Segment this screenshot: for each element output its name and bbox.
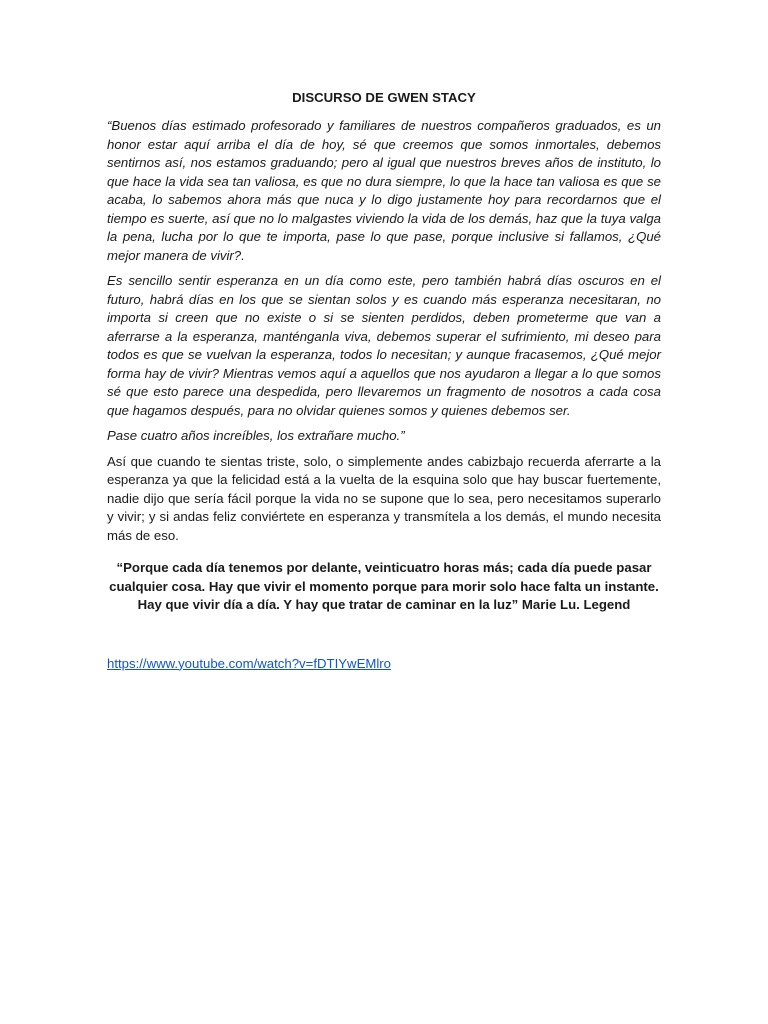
speech-paragraph-1: “Buenos días estimado profesorado y familiares de nuestros compañeros graduados, es un honor estar aquí arriba el día de hoy, sé que creemos que somos inmortales, debemos sentirnos así, nos estamos graduando; pero al igual que nuestros breves años de instituto, lo que hace la vida sea tan valiosa, es que no dura siempre, lo que la hace tan valiosa es que se acaba, lo sabemos ahora más que nuca y lo digo justamente hoy para recordarnos que el tiempo es suerte, así que no lo malgastes viviendo la vida de los demás, haz que la tuya valga la pena, lucha por lo que te importa, pase lo que pase, porque inclusive si fallamos, ¿Qué mejor manera de vivir?. [107,118,661,263]
document-page [107,89,661,673]
reflection-paragraph: Así que cuando te sientas triste, solo, o simplemente andes cabizbajo recuerda aferrarte a la esperanza ya que la felicidad está a la vuelta de la esquina solo que hay buscar fuertemente, nadie dijo que sería fácil porque la vida no se supone que lo sea, pero necesitamos superarlo y vivir; y si andas feliz conviértete en esperanza y transmítela a los demás, el mundo necesita más de eso. [107,453,661,543]
speech-paragraph-2: Es sencillo sentir esperanza en un día como este, pero también habrá días oscuros en el futuro, habrá días en los que se sientan solos y es cuando más esperanza necesitaran, no importa si creen que no existe o si se sienten perdidos, deben prometerme que van a aferrarse a la esperanza, manténganla viva, debemos superar el sufrimiento, mi deseo para todos es que se vuelvan la esperanza, todos lo necesitan; y aunque fracasemos, ¿Qué mejor forma hay de vivir? Mientras vemos aquí a aquellos que nos ayudaron a llegar a lo que somos sé que esto parece una despedida, pero llevaremos un fragmento de nosotros a cada cosa que hagamos después, para no olvidar quienes somos y quienes debemos ser. [107,273,661,418]
speech-paragraph-3: Pase cuatro años increíbles, los extrañare mucho.” [107,428,405,443]
document-title: DISCURSO DE GWEN STACY [292,90,476,105]
closing-quote: “Porque cada día tenemos por delante, veinticuatro horas más; cada día puede pasar cualquier cosa. Hay que vivir el momento porque para morir solo hace falta un instante. Hay que vivir día a día. Y hay que tratar de caminar en la luz” Marie Lu. Legend [109,560,659,612]
youtube-link[interactable]: https://www.youtube.com/watch?v=fDTIYwEMlro [107,655,392,671]
